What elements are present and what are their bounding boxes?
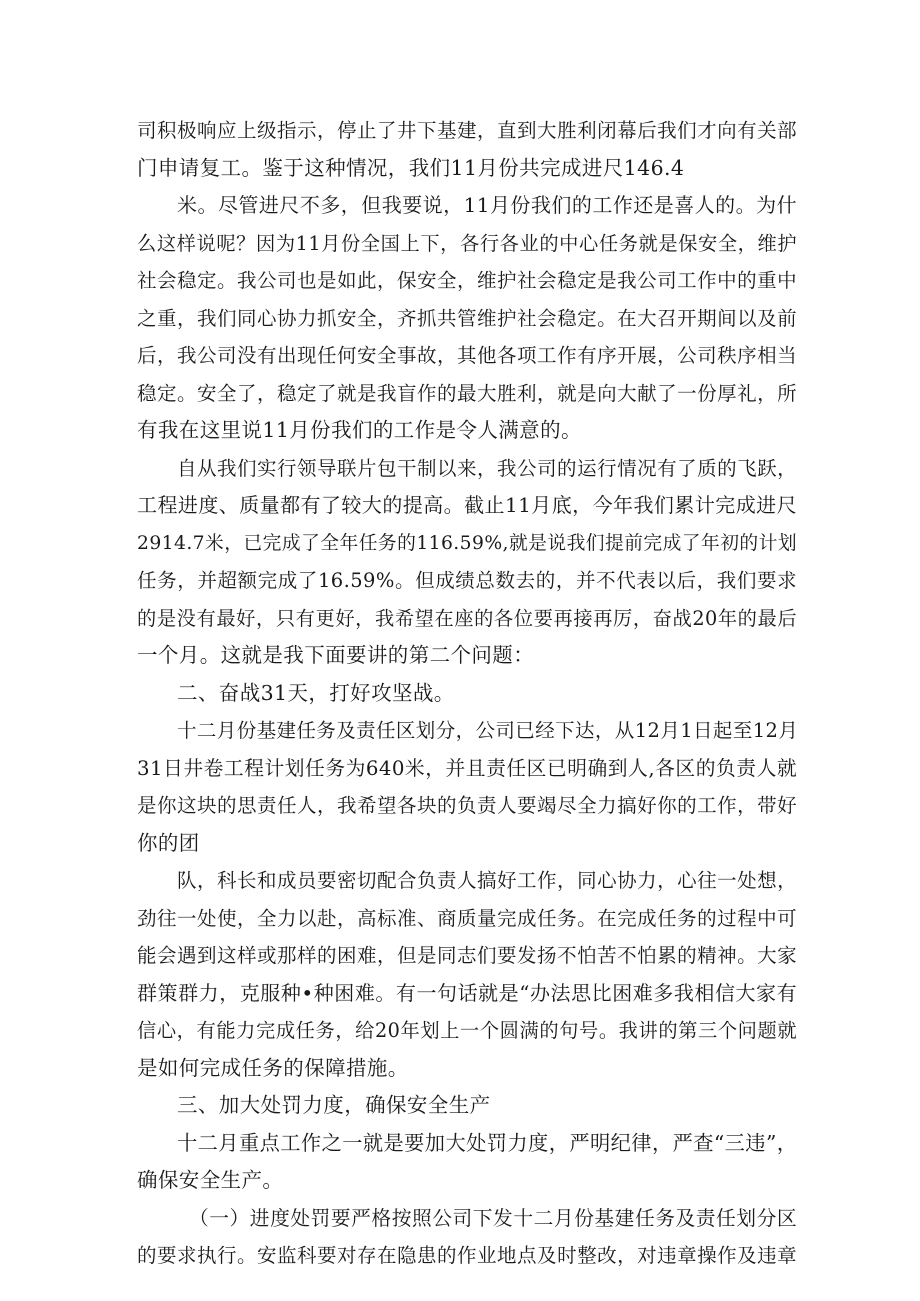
text-line: 三、加大处罚力度，确保安全生产 — [177, 1093, 491, 1117]
text-line: 是你这块的思责任人，我希望各块的负责人要竭尽全力搞好你的工作，带好 — [137, 794, 797, 817]
text-line: 司积极响应上级指示，停止了井下基建，直到大胜利闭幕后我们才向有关部 — [137, 119, 797, 142]
text-line: 自从我们实行领导联片包干制以来，我公司的运行情况有了质的飞跃， — [177, 456, 797, 480]
text-line: 有我在这里说11月份我们的工作是令人满意的。 — [137, 418, 582, 442]
text-line: 的要求执行。安监科要对存在隐患的作业地点及时整改，对违章操作及违章 — [137, 1244, 797, 1267]
text-line: 你的团 — [137, 830, 200, 855]
text-line: 31日井卷工程计划任务为640米，并且责任区已明确到人,各区的负责人就 — [137, 756, 797, 780]
text-line: 的是没有最好，只有更好，我希望在座的各位要再接再厉，奋战20年的最后 — [137, 606, 797, 630]
text-line: （一）进度处罚要严格按照公司下发十二月份基建任务及责任划分区 — [189, 1206, 797, 1230]
text-line: 信心，有能力完成任务，给20年划上一个圆满的句号。我讲的第三个问题就 — [137, 1019, 797, 1042]
text-line: 么这样说呢？因为11月份全国上下，各行各业的中心任务就是保安全，维护 — [137, 231, 797, 255]
text-line: 确保安全生产。 — [137, 1168, 284, 1192]
document-body — [137, 112, 797, 1275]
text-line: 米。尽管进尺不多，但我要说，11月份我们的工作还是喜人的。为什 — [177, 193, 797, 217]
text-line: 门申请复工。鉴于这种情况，我们11月份共完成进尺146.4 — [137, 155, 685, 180]
text-line: 十二月重点工作之一就是要加大处罚力度，严明纪律，严查“三违”， — [177, 1130, 798, 1155]
text-line: 稳定。安全了，稳定了就是我盲作的最大胜利，就是向大献了一份厚礼，所 — [137, 381, 797, 405]
text-line: 队，科长和成员要密切配合负责人搞好工作，同心协力，心往一处想， — [177, 869, 797, 892]
text-line: 一个月。这就是我下面要讲的第二个问题： — [137, 643, 535, 667]
text-line: 劲往一处使，全力以赴，高标准、商质量完成任务。在完成任务的过程中可 — [137, 906, 797, 930]
text-line: 十二月份基建任务及责任区划分，公司已经下达，从12月1日起至12月 — [177, 719, 799, 742]
text-line: 工程进度、质量都有了较大的提高。截止11月底，今年我们累计完成进尺 — [137, 493, 797, 517]
text-line: 二、奋战31天，打好攻坚战。 — [177, 680, 455, 705]
text-line: 后，我公司没有出现任何安全事故，其他各项工作有序开展，公司秩序相当 — [137, 344, 797, 367]
text-line: 能会遇到这样或那样的困难，但是同志们要发扬不怕苦不怕累的精神。大家 — [137, 944, 797, 967]
text-line: 群策群力，克服种•种困难。有一句话就是“办法思比困难多我相信大家有 — [137, 980, 797, 1005]
text-line: 社会稳定。我公司也是如此，保安全，维护社会稳定是我公司工作中的重中 — [137, 269, 797, 292]
text-line: 之重，我们同心协力抓安全，齐抓共管维护社会稳定。在大召开期间以及前 — [137, 306, 797, 330]
text-line: 2914.7米，已完成了全年任务的116.59%,就是说我们提前完成了年初的计划 — [137, 532, 797, 554]
text-line: 是如何完成任务的保障措施。 — [137, 1055, 409, 1080]
text-line: 任务，并超额完成了16.59%。但成绩总数去的，并不代表以后，我们要求 — [137, 569, 797, 592]
